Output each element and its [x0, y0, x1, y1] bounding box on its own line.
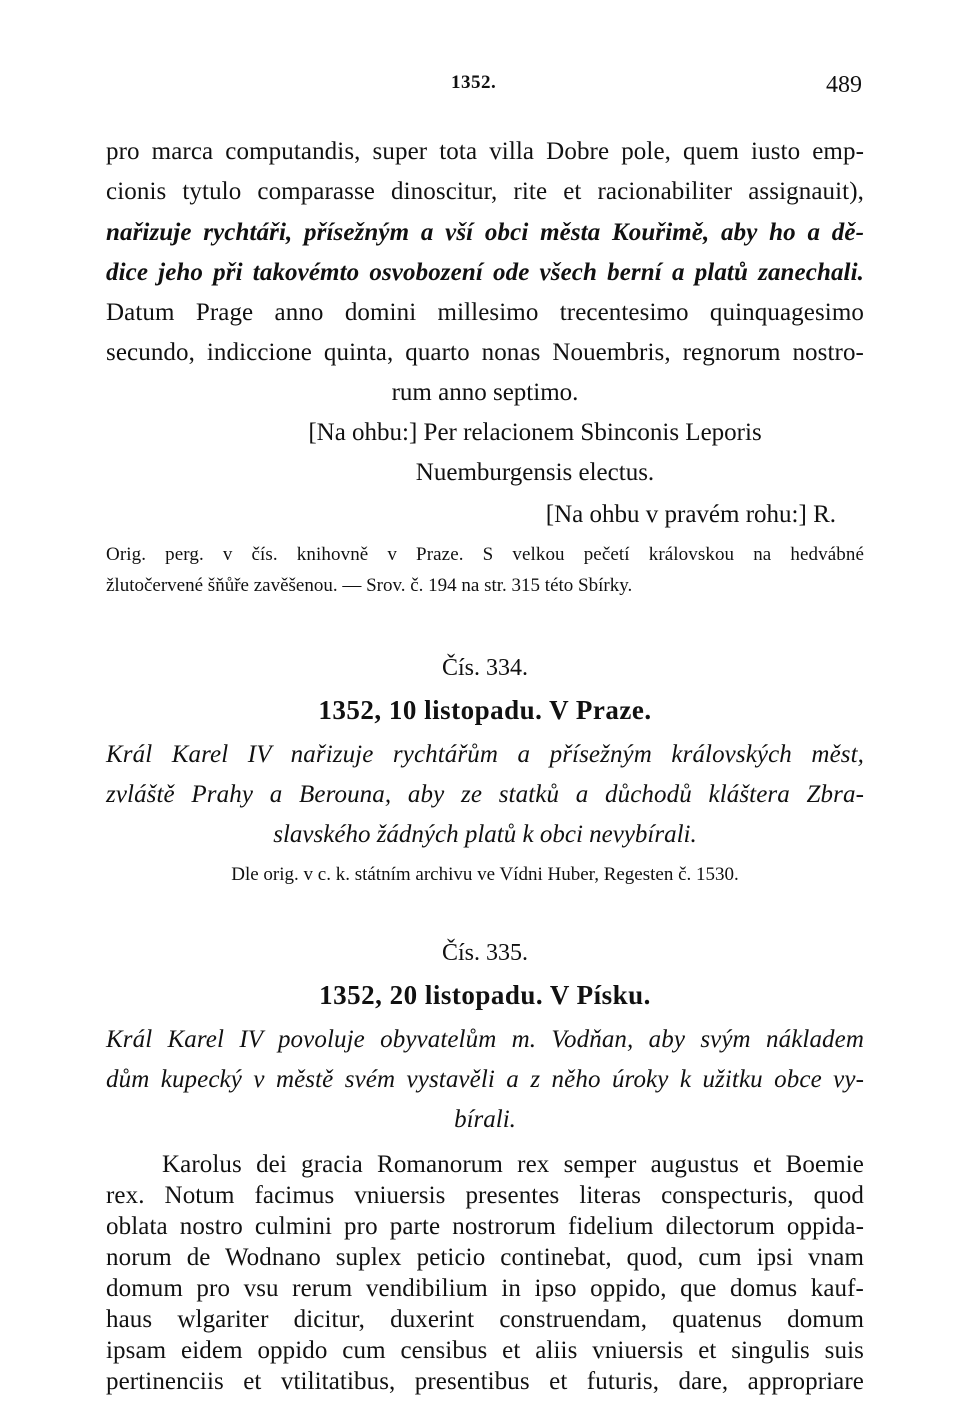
source-note-line: Orig. perg. v čís. knihovně v Praze. S velkou pečetí královskou na hedvábné	[106, 544, 864, 565]
text-line: cionis tytulo comparasse dinoscitur, rite et racionabiliter assignauit),	[106, 178, 864, 205]
entry-number: Čís. 334.	[441, 655, 528, 681]
text-line: secundo, indiccione quinta, quarto nonas Nouembris, regnorum nostro-	[106, 339, 864, 366]
summary-line: dům kupecký v městě svém vystavěli a z něho úroky k užitku obce vy-	[106, 1066, 864, 1093]
charter-text-line: rex. Notum facimus vniuersis presentes literas conspecturis, quod	[106, 1182, 864, 1209]
charter-text-line: oblata nostro culmini pro parte nostrorum fidelium dilectorum oppida-	[106, 1213, 864, 1240]
charter-text-line: pertinenciis et vtilitatibus, presentibus et futuris, dare, appropriare	[106, 1368, 864, 1395]
czech-note-line: dice jeho při takovémto osvobození ode všech berní a platů zanechali.	[106, 259, 864, 286]
relacio-line: Nuemburgensis electus.	[415, 459, 655, 486]
text-line-last: rum anno septimo.	[391, 379, 579, 406]
charter-text-line: ipsam eidem oppido cum censibus et aliis vniuersis et singulis suis	[106, 1337, 864, 1364]
running-header	[106, 72, 864, 102]
source-note: Dle orig. v c. k. státním archivu ve Vídni Huber, Regesten č. 1530.	[231, 864, 739, 885]
summary-line-last: slavského žádných platů k obci nevybírali.	[273, 821, 697, 848]
header-year: 1352.	[451, 72, 497, 93]
charter-text-line: Karolus dei gracia Romanorum rex semper augustus et Boemie	[162, 1151, 864, 1178]
text-line: pro marca computandis, super tota villa Dobre pole, quem iusto emp-	[106, 138, 864, 165]
entry-date-heading: 1352, 10 listopadu. V Praze.	[318, 695, 652, 725]
relacio-corner-note: [Na ohbu v pravém rohu:] R.	[545, 501, 836, 528]
text-line: Datum Prage anno domini millesimo trecentesimo quinquagesimo	[106, 299, 864, 326]
charter-text-line: haus wlgariter dicitur, duxerint construendam, quatenus domum	[106, 1306, 864, 1333]
source-note-line: žlutočervené šňůře zavěšenou. — Srov. č. 194 na str. 315 této Sbírky.	[106, 575, 633, 596]
summary-line: Král Karel IV nařizuje rychtářům a přísežným královských měst,	[106, 741, 864, 768]
relacio-line: [Na ohbu:] Per relacionem Sbinconis Leporis	[308, 419, 762, 446]
summary-line: Král Karel IV povoluje obyvatelům m. Vodňan, aby svým nákladem	[106, 1026, 864, 1053]
summary-line-last: bírali.	[454, 1106, 516, 1133]
entry-date-heading: 1352, 20 listopadu. V Písku.	[319, 980, 651, 1010]
charter-text-line: norum de Wodnano suplex peticio continebat, quod, cum ipsi vnam	[106, 1244, 864, 1271]
entry-number: Čís. 335.	[441, 940, 528, 966]
summary-line: zvláště Prahy a Berouna, aby ze statků a důchodů kláštera Zbra-	[106, 781, 864, 808]
czech-note-line: nařizuje rychtáři, přísežným a vší obci města Kouřimě, aby ho a dě-	[106, 219, 864, 246]
page-number: 489	[826, 72, 862, 98]
charter-text-line: domum pro vsu rerum vendibilium in ipso oppido, que domus kauf-	[106, 1275, 864, 1302]
